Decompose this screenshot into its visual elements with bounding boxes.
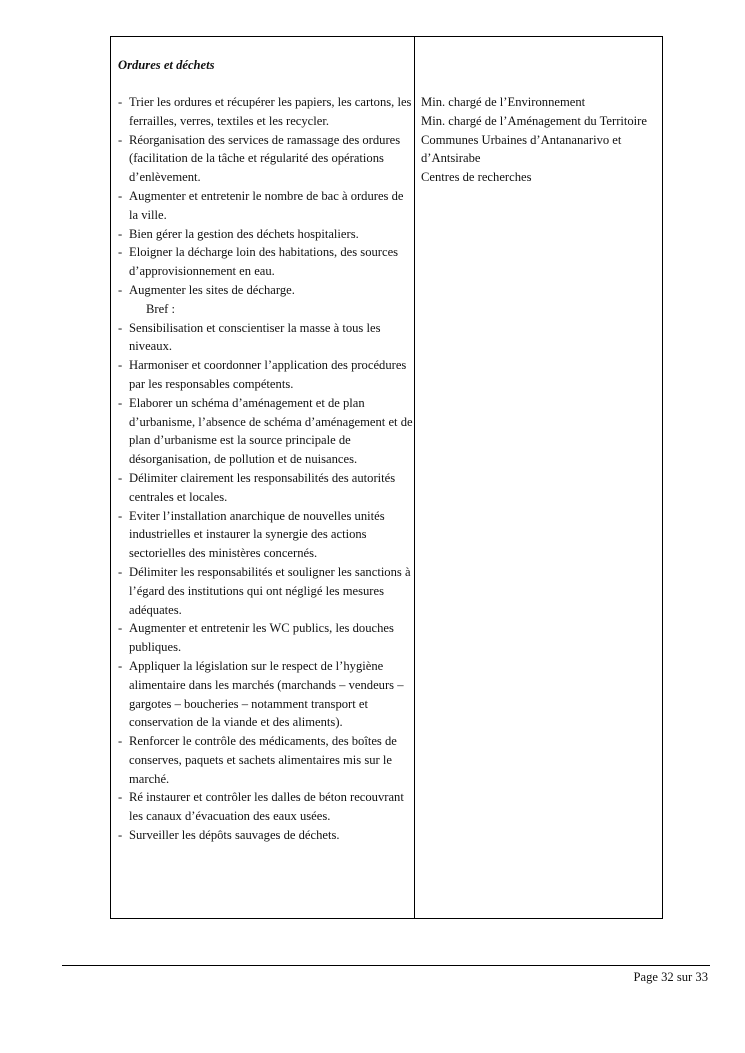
responsible-line: Min. chargé de l’Aménagement du Territoire	[421, 113, 647, 128]
responsible-line: Centres de recherches	[421, 170, 532, 185]
list-item: - Elaborer un schéma d’aménagement et de plan d’urbanisme, l’absence de schéma d’aménagement et de plan d’urbanisme est la source principale de désorganisation, de pollution et de nuisances.	[118, 394, 414, 469]
recommendations-table	[110, 36, 663, 919]
list-item: - Ré instaurer et contrôler les dalles de béton recouvrant les canaux d’évacuation des eaux usées.	[118, 788, 414, 826]
page-number: Page 32 sur 33	[633, 970, 708, 984]
responsible-line: Communes Urbaines d’Antananarivo et d’Antsirabe	[421, 132, 622, 166]
list-item: - Harmoniser et coordonner l’application des procédures par les responsables compétents.	[118, 356, 414, 394]
list-item: - Eloigner la décharge loin des habitations, des sources d’approvisionnement en eau.	[118, 243, 414, 281]
list-item: - Trier les ordures et récupérer les papiers, les cartons, les ferrailles, verres, textiles et les recycler.	[118, 93, 414, 131]
list-item: - Augmenter les sites de décharge.	[118, 281, 414, 300]
list-item: - Augmenter et entretenir le nombre de bac à ordures de la ville.	[118, 187, 414, 225]
list-item: - Délimiter clairement les responsabilités des autorités centrales et locales.	[118, 469, 414, 507]
list-item: - Surveiller les dépôts sauvages de déchets.	[118, 826, 414, 845]
footer-divider	[62, 965, 710, 966]
list-item: - Bien gérer la gestion des déchets hospitaliers.	[118, 225, 414, 244]
list-item: - Augmenter et entretenir les WC publics, les douches publiques.	[118, 619, 414, 657]
list-item: - Eviter l’installation anarchique de nouvelles unités industrielles et instaurer la synergie des actions sectorielles des ministères concernés.	[118, 507, 414, 563]
section-title: Ordures et déchets	[118, 58, 215, 72]
list-item: - Sensibilisation et conscientiser la masse à tous les niveaux.	[118, 319, 414, 357]
list-item: - Réorganisation des services de ramassage des ordures (facilitation de la tâche et régularité des opérations d’enlèvement.	[118, 131, 414, 187]
list-item: - Délimiter les responsabilités et souligner les sanctions à l’égard des institutions qui ont négligé les mesures adéquates.	[118, 563, 414, 619]
list-item: - Renforcer le contrôle des médicaments, des boîtes de conserves, paquets et sachets alimentaires mis sur le marché.	[118, 732, 414, 788]
responsible-line: Min. chargé de l’Environnement	[421, 95, 586, 109]
actions-column	[111, 37, 415, 918]
responsible-column	[415, 37, 662, 918]
actions-list	[118, 93, 414, 845]
list-item: - Appliquer la législation sur le respect de l’hygiène alimentaire dans les marchés (marchands – vendeurs – gargotes – boucheries – notamment transport et conservation de la viande et des aliments).	[118, 657, 414, 732]
summary-label: Bref :	[146, 301, 176, 316]
